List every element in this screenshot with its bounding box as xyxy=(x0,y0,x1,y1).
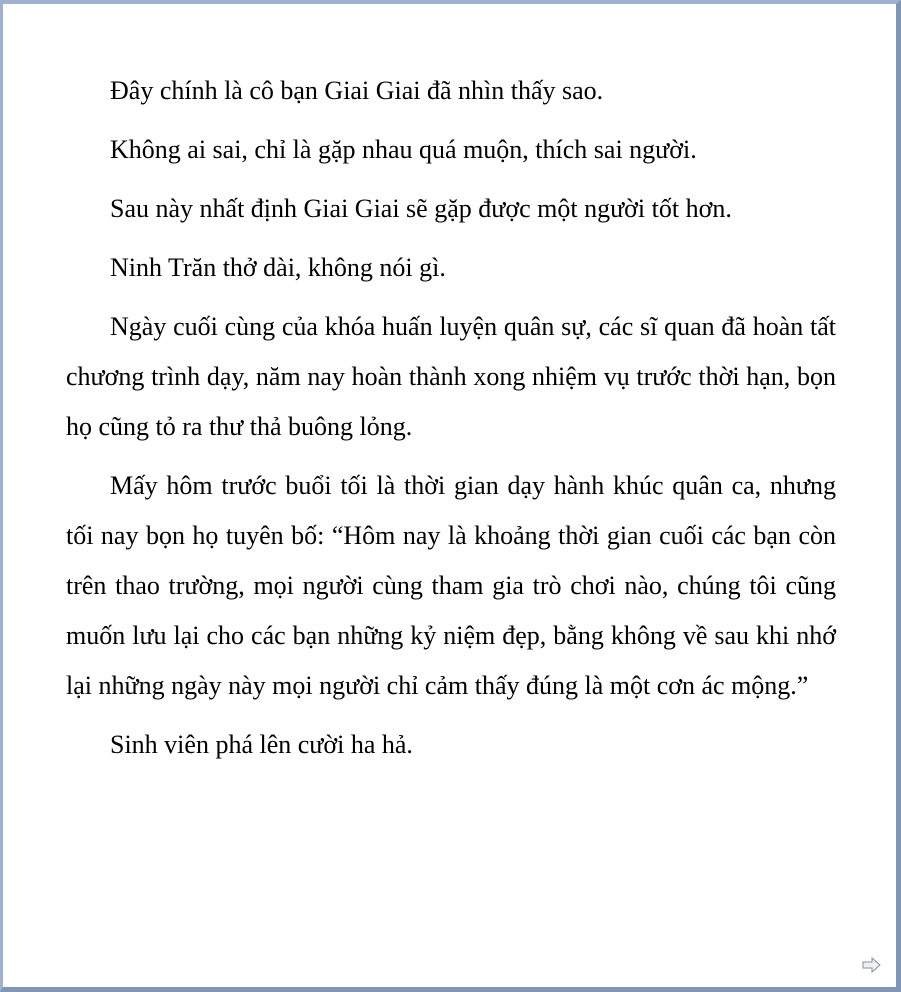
paragraph: Không ai sai, chỉ là gặp nhau quá muộn, thích sai người. xyxy=(110,135,697,164)
arrow-right-icon xyxy=(862,957,882,973)
next-page-arrow-icon[interactable] xyxy=(862,957,882,973)
paragraph: Mấy hôm trước buổi tối là thời gian dạy hành khúc quân ca, nhưng tối nay bọn họ tuyên bố: “Hôm nay là khoảng thời gian cuối các bạn còn trên thao trường, mọi người cùng tham gia trò chơi nào, chúng tôi cũng muốn lưu lại cho các bạn những kỷ niệm đẹp, bằng không về sau khi nhớ lại những ngày này mọi người chỉ cảm thấy đúng là một cơn ác mộng.” xyxy=(66,471,836,700)
paragraph: Ninh Trăn thở dài, không nói gì. xyxy=(110,253,446,282)
document-page xyxy=(3,4,896,987)
paragraph: Sinh viên phá lên cười ha hả. xyxy=(110,730,413,759)
paragraph: Ngày cuối cùng của khóa huấn luyện quân sự, các sĩ quan đã hoàn tất chương trình dạy, năm nay hoàn thành xong nhiệm vụ trước thời hạn, bọn họ cũng tỏ ra thư thả buông lỏng. xyxy=(66,312,836,441)
paragraph: Sau này nhất định Giai Giai sẽ gặp được một người tốt hơn. xyxy=(110,194,732,223)
paragraph: Đây chính là cô bạn Giai Giai đã nhìn thấy sao. xyxy=(110,76,604,105)
